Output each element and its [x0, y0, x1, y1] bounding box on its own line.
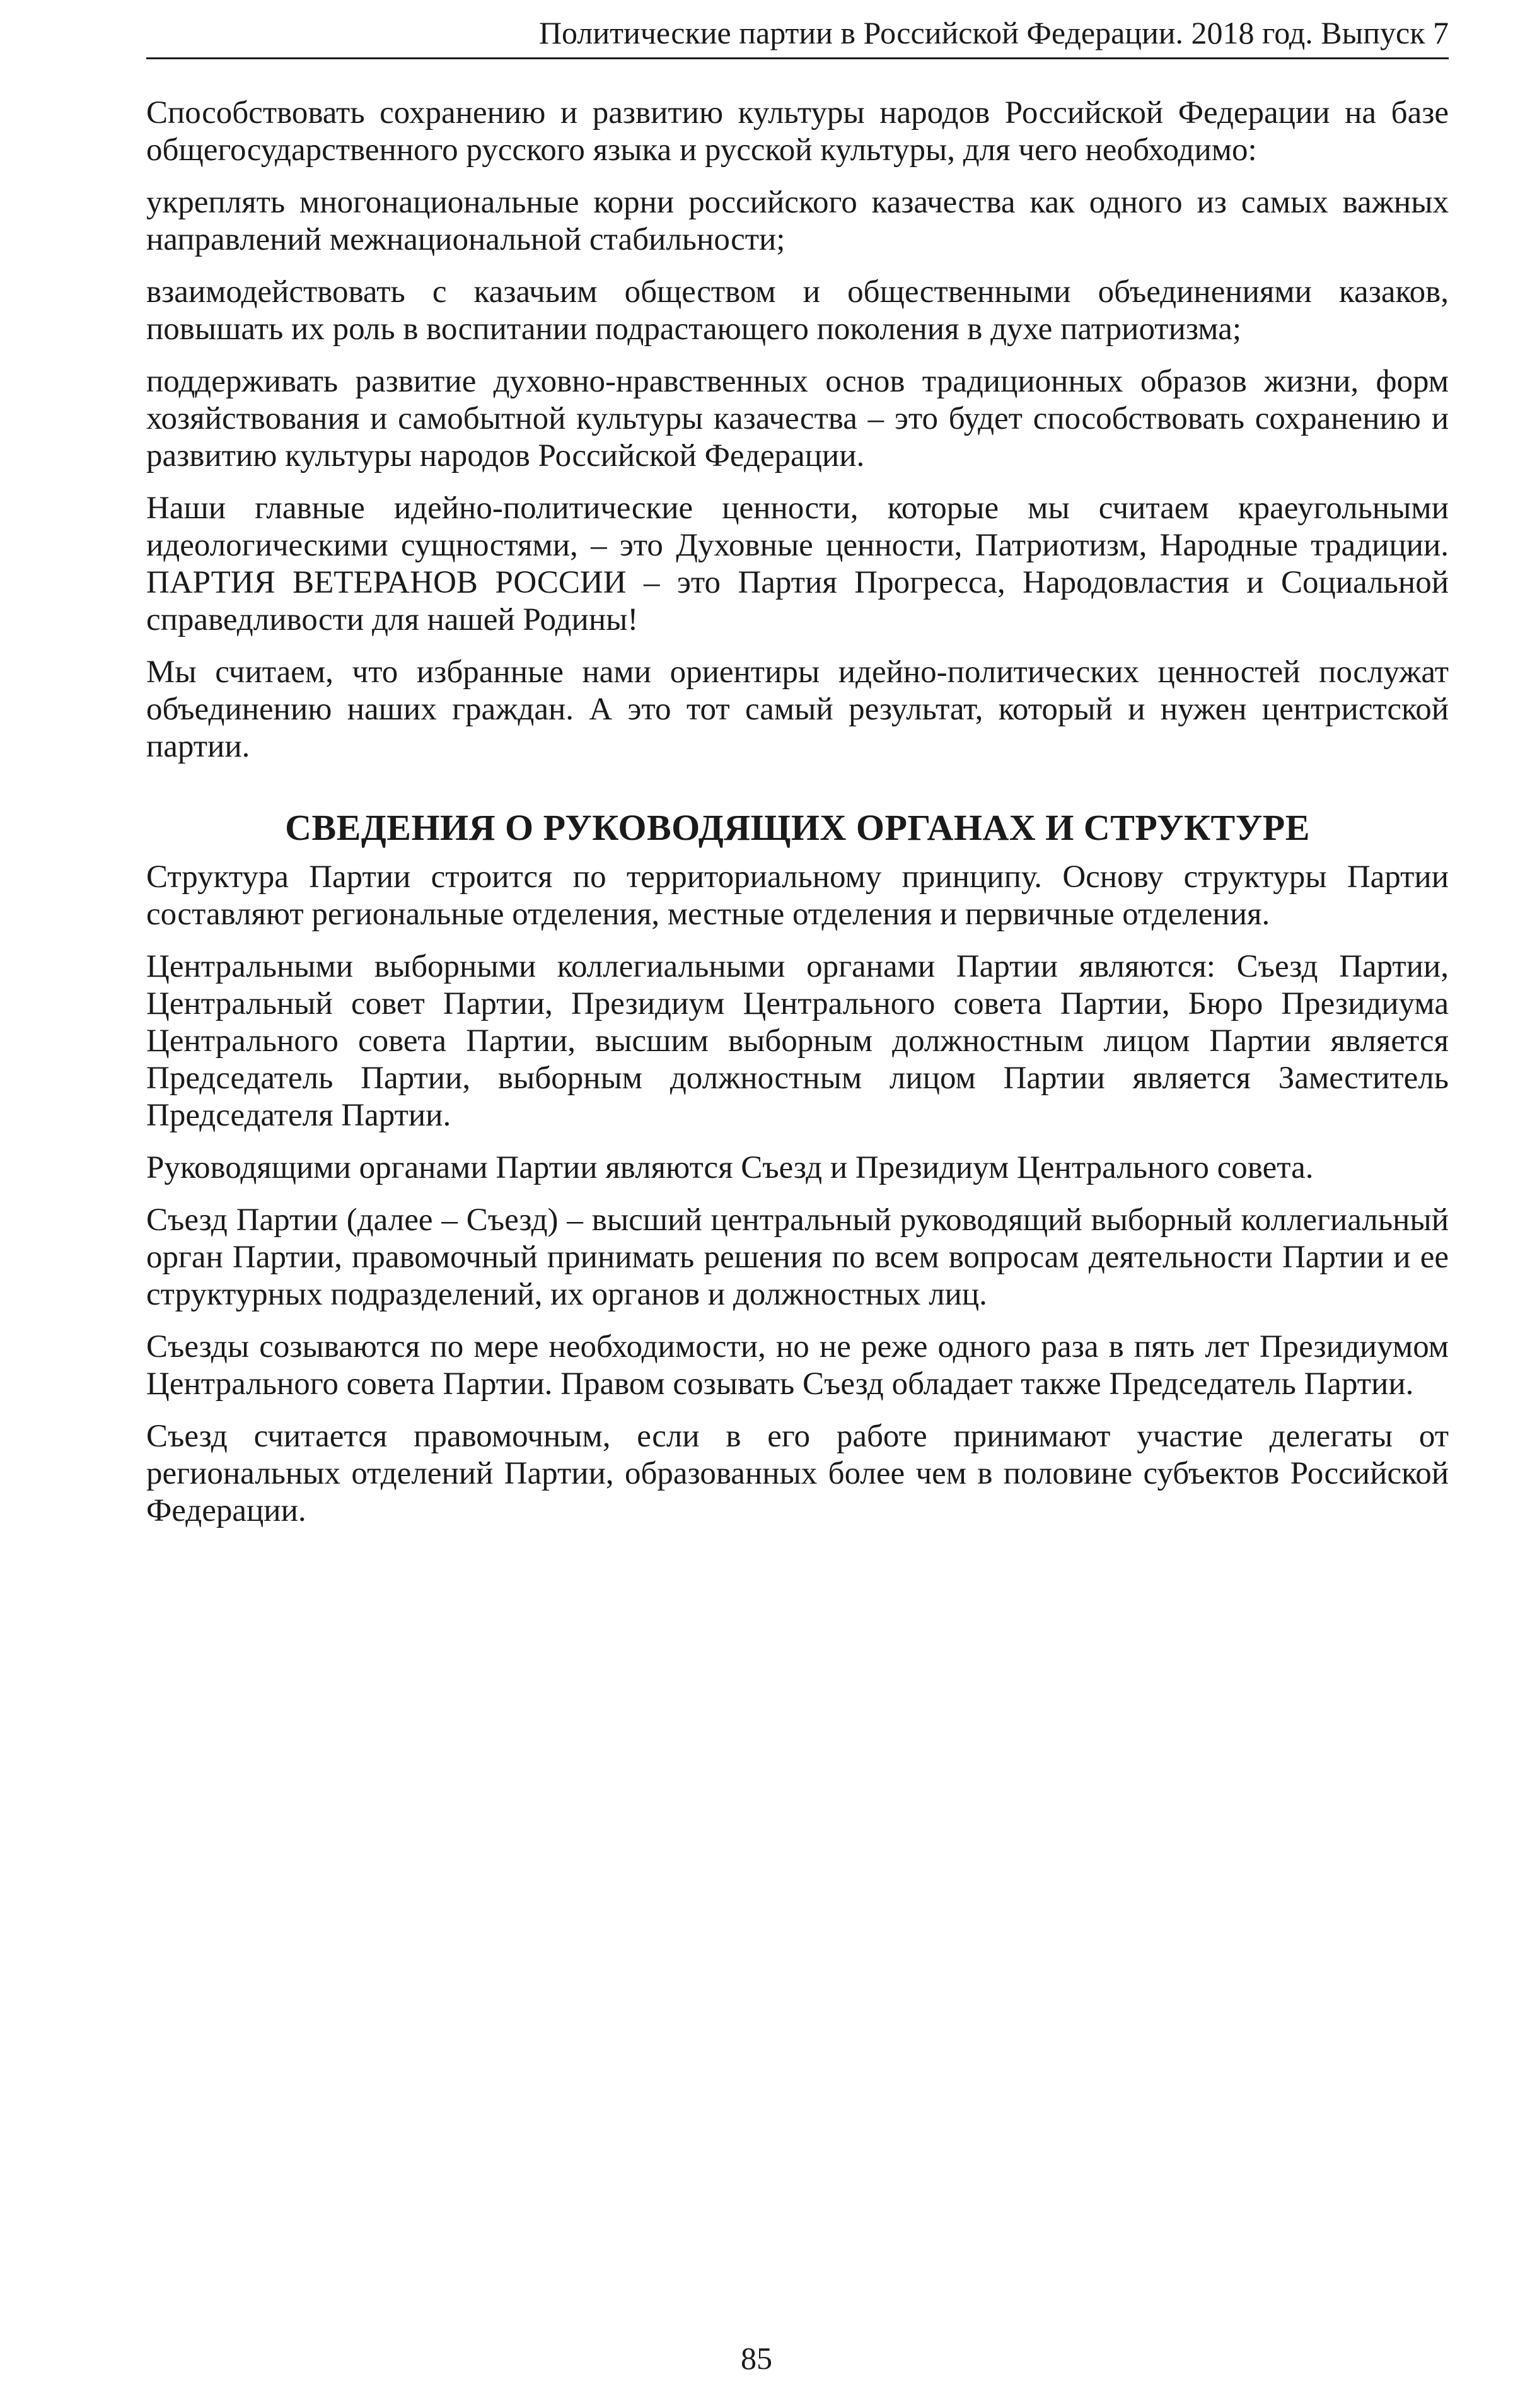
paragraph: Съезд считается правомочным, если в его работе принимают участие делегаты от региональных отделений Партии, образованных более чем в половине субъектов Российской Федерации.	[146, 1419, 1449, 1528]
section-heading: СВЕДЕНИЯ О РУКОВОДЯЩИХ ОРГАНАХ И СТРУКТУРЕ	[285, 807, 1310, 848]
paragraph: укреплять многонациональные корни российского казачества как одного из самых важных направлений межнациональной стабильности;	[146, 185, 1449, 257]
paragraph: Центральными выборными коллегиальными органами Партии являются: Съезд Партии, Центральный совет Партии, Президиум Центрального совета Партии, Бюро Президиума Центрального совета Партии, высшим выборным должностным лицом Партии является Председатель Партии, выборным должностным лицом Партии является Заместитель Председателя Партии.	[146, 949, 1449, 1133]
paragraph: Съезд Партии (далее – Съезд) – высший центральный руководящий выборный коллегиальный орган Партии, правомочный принимать решения по всем вопросам деятельности Партии и ее структурных подразделений, их органов и должностных лиц.	[146, 1202, 1449, 1312]
page-number: 85	[741, 2341, 772, 2376]
running-header: Политические партии в Российской Федерации. 2018 год. Выпуск 7	[538, 15, 1449, 50]
paragraph: Съезды созываются по мере необходимости, но не реже одного раза в пять лет Президиумом Центрального совета Партии. Правом созывать Съезд обладает также Председатель Партии.	[146, 1329, 1449, 1402]
header-rule	[146, 57, 1449, 59]
paragraph: поддерживать развитие духовно-нравственных основ традиционных образов жизни, форм хозяйствования и самобытной культуры казачества – это будет способствовать сохранению и развитию культуры народов Российской Федерации.	[146, 364, 1449, 474]
paragraph: Структура Партии строится по территориальному принципу. Основу структуры Партии составляют региональные отделения, местные отделения и первичные отделения.	[146, 859, 1449, 932]
paragraph: Способствовать сохранению и развитию культуры народов Российской Федерации на базе общегосударственного русского языка и русской культуры, для чего необходимо:	[146, 95, 1449, 168]
body-text	[146, 95, 1449, 1545]
paragraph: Мы считаем, что избранные нами ориентиры идейно-политических ценностей послужат объединению наших граждан. А это тот самый результат, который и нужен центристской партии.	[146, 654, 1449, 764]
paragraph: взаимодействовать с казачьим обществом и общественными объединениями казаков, повышать их роль в воспитании подрастающего поколения в духе патриотизма;	[146, 274, 1449, 347]
paragraph: Руководящими органами Партии являются Съезд и Президиум Центрального совета.	[146, 1150, 1314, 1185]
paragraph: Наши главные идейно-политические ценности, которые мы считаем краеугольными идеологическими сущностями, – это Духовные ценности, Патриотизм, Народные традиции. ПАРТИЯ ВЕТЕРАНОВ РОССИИ – это Партия Прогресса, Народовластия и Социальной справедливости для нашей Родины!	[146, 491, 1449, 637]
